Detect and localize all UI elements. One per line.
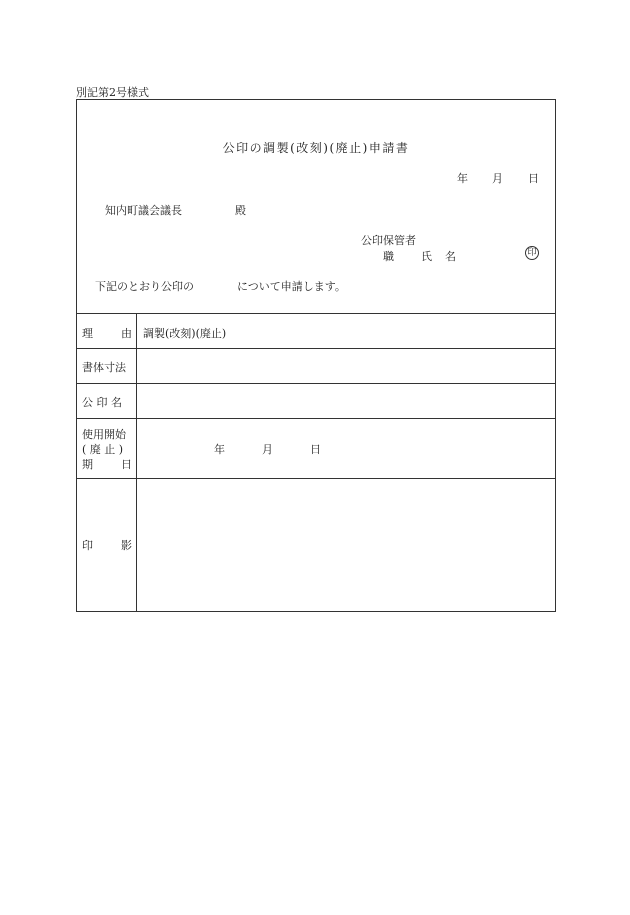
reason-label-char-1: 理 [82, 327, 93, 340]
form-title: 公印の調製(改刻)(廃止)申請書 [222, 141, 410, 155]
recipient-honorific: 殿 [235, 204, 246, 217]
table-row-start-date [77, 419, 555, 479]
name-label-char-1: 氏 [421, 250, 432, 263]
start-date-label-char-1: 期 [82, 458, 93, 471]
position-label: 職 [383, 250, 394, 263]
start-date-label-line2: ( 廃 止 ) [82, 443, 124, 456]
seal-name-label-cell [77, 384, 137, 418]
name-label-char-2: 名 [445, 250, 456, 263]
application-form [76, 99, 556, 612]
start-date-day: 日 [310, 443, 321, 456]
date-year-label: 年 [457, 172, 468, 185]
reason-label-cell [77, 314, 137, 348]
details-table [77, 313, 555, 611]
statement-text-after: について申請します。 [237, 280, 346, 293]
size-label: 書体寸法 [82, 361, 126, 374]
seal-name-label: 公 印 名 [82, 396, 122, 409]
table-row-reason [77, 314, 555, 349]
table-row-impression [77, 479, 555, 611]
reason-label-char-2: 由 [121, 327, 132, 340]
table-row-size [77, 349, 555, 384]
impression-label-cell [77, 479, 137, 611]
date-day-label: 日 [528, 172, 539, 185]
impression-label-char-2: 影 [121, 539, 132, 552]
impression-label-char-1: 印 [82, 539, 93, 552]
form-number-label: 別記第2号様式 [76, 86, 149, 99]
recipient-name: 知内町議会議長 [105, 204, 182, 217]
start-date-label-line1: 使用開始 [82, 428, 126, 441]
start-date-year: 年 [214, 443, 225, 456]
start-date-label-char-2: 日 [121, 458, 132, 471]
seal-mark-icon: 印 [525, 246, 539, 260]
start-date-month: 月 [262, 443, 273, 456]
statement-text-before: 下記のとおり公印の [95, 280, 194, 293]
seal-keeper-label: 公印保管者 [361, 234, 416, 247]
date-month-label: 月 [492, 172, 503, 185]
reason-value: 調製(改刻)(廃止) [143, 327, 227, 340]
size-label-cell [77, 349, 137, 383]
table-row-seal-name [77, 384, 555, 419]
start-date-label-cell [77, 419, 137, 478]
